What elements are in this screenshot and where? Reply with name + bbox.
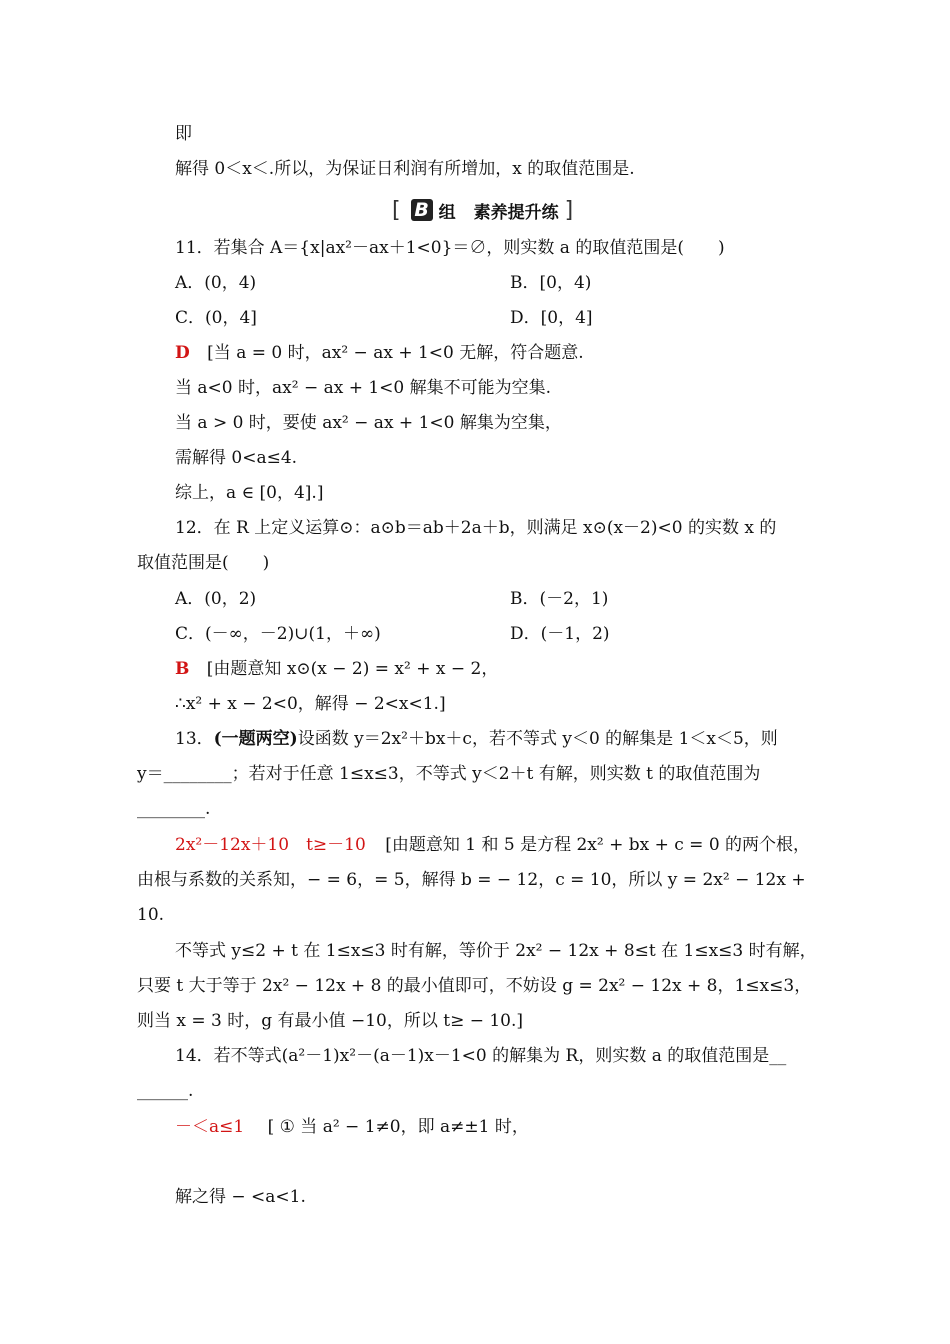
question-tag: (一题两空) [213,729,298,749]
question-14: 14．若不等式(a²－1)x²－(a－1)x－1<0 的解集为 R，则实数 a 的取值范围是__ [175,1046,787,1066]
text-line: 即 [175,124,192,144]
answer-line [175,833,810,857]
banner-right-bracket: ] [564,197,574,223]
option-b: B．[0，4) [510,273,592,293]
question-text: 设函数 y＝2x²＋bx＋c，若不等式 y＜0 的解集是 1＜x＜5，则 [297,729,778,749]
question-12-cont: 取值范围是( ) [137,553,270,573]
explanation-line: 则当 x = 3 时，g 有最小值 −10，所以 t≥ − 10.] [137,1011,524,1031]
question-13-cont: y＝________；若对于任意 1≤x≤3，不等式 y＜2＋t 有解，则实数 t 的取值范围为 [137,764,761,784]
question-13: 13．(一题两空)设函数 y＝2x²＋bx＋c，若不等式 y＜0 的解集是 1＜x＜5，则 [175,729,778,749]
answer-label: B [175,659,190,679]
option-c: C．(－∞，－2)∪(1，＋∞) [175,624,381,644]
text-line: 解得 0＜x＜.所以，为保证日利润有所增加，x 的取值范围是. [175,159,635,179]
answer-explanation: [ ① 当 a² − 1≠0，即 a≠±1 时， [267,1117,529,1137]
explanation-line: 综上，a ∈ [0，4].] [175,483,324,503]
banner-left-bracket: [ [392,197,401,223]
question-12: 12．在 R 上定义运算⊙：a⊙b＝ab＋2a＋b，则满足 x⊙(x－2)<0 的实数 x 的 [175,518,777,538]
answer-explanation: [由题意知 1 和 5 是方程 2x² + bx + c = 0 的两个根， [385,835,811,855]
option-d: D．(－1，2) [510,624,610,644]
section-banner [392,196,573,224]
explanation-line: 不等式 y≤2 + t 在 1≤x≤3 时有解，等价于 2x² − 12x + 8≤t 在 1≤x≤3 时有解， [175,941,817,961]
answer-value: －＜a≤1 [175,1117,245,1137]
explanation-line: 当 a > 0 时，要使 ax² − ax + 1<0 解集为空集， [175,413,562,433]
group-b-icon: B [411,199,433,221]
question-13-cont: ________. [137,799,211,819]
answer-line [175,341,584,365]
option-c: C．(0，4] [175,308,257,328]
answer-explanation: [由题意知 x⊙(x − 2) = x² + x − 2， [206,659,499,679]
question-11: 11．若集合 A＝{x|ax²－ax＋1<0}＝∅，则实数 a 的取值范围是( ) [175,238,725,258]
answer-explanation: [当 a = 0 时，ax² − ax + 1<0 无解，符合题意. [207,343,584,363]
explanation-line: 由根与系数的关系知，− = 6，= 5，解得 b = − 12，c = 10，所以 y = 2x² − 12x + [137,870,806,890]
answer-value: 2x²－12x＋10 t≥－10 [175,835,366,855]
option-a: A．(0，4) [175,273,257,293]
explanation-line: 需解得 0<a≤4. [175,448,298,468]
answer-label: D [175,343,190,363]
banner-title: 素养提升练 [473,202,559,223]
answer-line [175,657,498,681]
option-a: A．(0，2) [175,589,257,609]
explanation-line: 只要 t 大于等于 2x² − 12x + 8 的最小值即可，不妨设 g = 2x² − 12x + 8，1≤x≤3， [137,976,812,996]
explanation-line: 10. [137,905,165,925]
explanation-line: ∴x² + x − 2<0，解得 − 2<x<1.] [175,694,446,714]
option-d: D．[0，4] [510,308,593,328]
option-b: B．(－2，1) [510,589,609,609]
answer-line [175,1115,529,1139]
banner-group: 组 [438,202,456,223]
explanation-line: 解之得 − <a<1. [175,1187,306,1207]
question-14-cont: ______. [137,1081,194,1101]
explanation-line: 当 a<0 时，ax² − ax + 1<0 解集不可能为空集. [175,378,552,398]
